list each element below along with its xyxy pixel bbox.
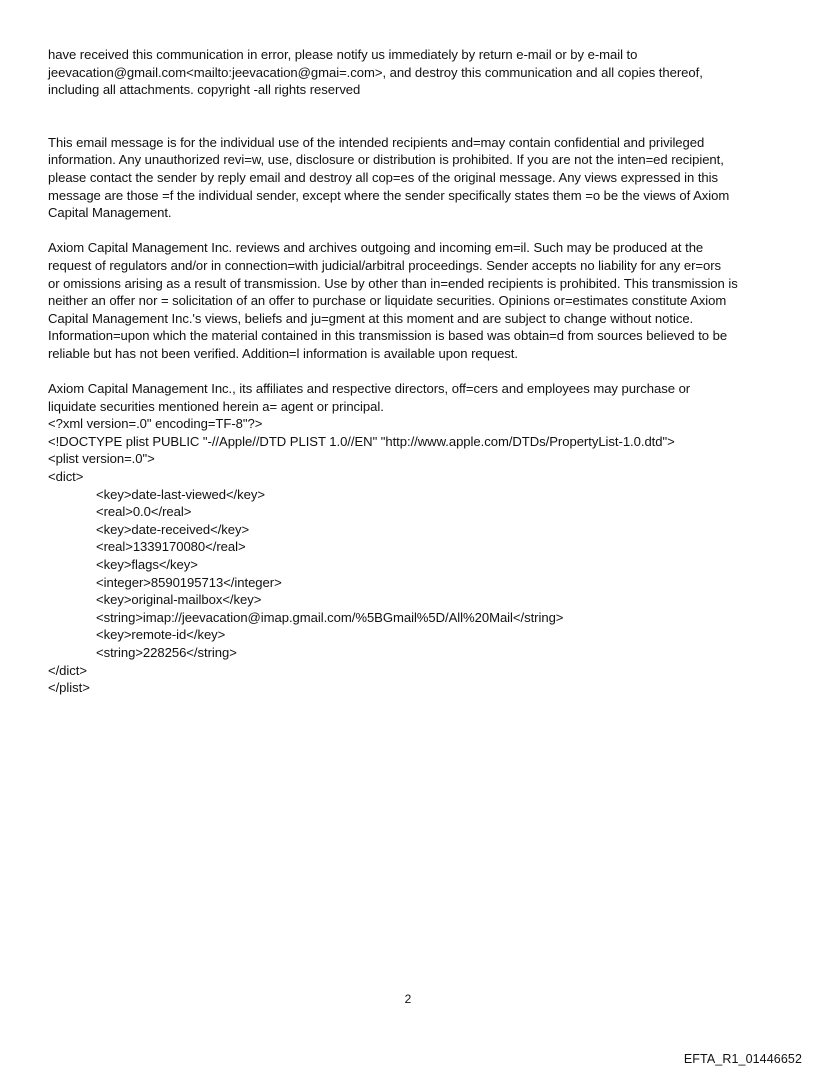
paragraph-spacer: [48, 363, 768, 381]
text-line: reliable but has not been verified. Addition=l information is available upon request.: [48, 345, 518, 361]
xml-dict-line: <key>flags</key>: [96, 557, 198, 573]
paragraph-archive-notice: [48, 239, 768, 362]
xml-dict-line: <key>original-mailbox</key>: [96, 592, 262, 608]
text-line: request of regulators and/or in connection=with judicial/arbitral proceedings. Sender accepts no liability for any er=ors: [48, 257, 722, 273]
xml-footer-line: </dict>: [48, 662, 87, 678]
xml-footer-line: </plist>: [48, 680, 90, 696]
text-line: Capital Management Inc.'s views, beliefs and ju=gment at this moment and are subject to change without notice.: [48, 310, 694, 326]
text-line: Axiom Capital Management Inc. reviews and archives outgoing and incoming em=il. Such may be produced at the: [48, 240, 704, 256]
text-line: This email message is for the individual use of the intended recipients and=may contain confidential and privileged: [48, 134, 705, 150]
xml-dict-line: <key>remote-id</key>: [96, 627, 226, 643]
text-line: Axiom Capital Management Inc., its affiliates and respective directors, off=cers and employees may purchase or: [48, 381, 691, 397]
xml-dict-line: <key>date-received</key>: [96, 521, 250, 537]
document-page: [48, 46, 768, 697]
text-line: Capital Management.: [48, 205, 172, 221]
text-line: message are those =f the individual sender, except where the sender specifically states them =o be the views of Axiom: [48, 187, 730, 203]
text-line: neither an offer nor = solicitation of an offer to purchase or liquidate securities. Opinions or=estimates constitute Axiom: [48, 293, 727, 309]
paragraph-spacer: [48, 222, 768, 240]
xml-header-line: <dict>: [48, 469, 84, 485]
text-line: including all attachments. copyright -all rights reserved: [48, 82, 361, 98]
xml-header-line: <?xml version=.0" encoding=TF-8"?>: [48, 416, 263, 432]
paragraph-confidentiality-notice: [48, 46, 768, 99]
xml-dict-line: <integer>8590195713</integer>: [96, 574, 282, 590]
text-line: jeevacation@gmail.com<mailto:jeevacation@gmai=.com>, and destroy this communication and all copies thereof,: [48, 64, 703, 80]
text-line: please contact the sender by reply email and destroy all cop=es of the original message. Any views expressed in this: [48, 169, 718, 185]
xml-dict-line: <real>1339170080</real>: [96, 539, 246, 555]
paragraph-spacer: [48, 99, 768, 134]
text-line: or omissions arising as a result of transmission. Use by other than in=ended recipients is prohibited. This transmission is: [48, 275, 738, 291]
page-number: 2: [404, 992, 412, 1006]
text-line: information. Any unauthorized revi=w, use, disclosure or distribution is prohibited. If you are not the inten=ed recipient,: [48, 152, 724, 168]
xml-dict-line: <real>0.0</real>: [96, 504, 192, 520]
text-line: have received this communication in error, please notify us immediately by return e-mail or by e-mail to: [48, 47, 638, 62]
xml-dict-line: <string>imap://jeevacation@imap.gmail.com/%5BGmail%5D/All%20Mail</string>: [96, 609, 564, 625]
xml-dict-line: <string>228256</string>: [96, 645, 237, 660]
xml-dict-line: <key>date-last-viewed</key>: [96, 486, 265, 502]
paragraph-email-disclaimer: [48, 134, 768, 222]
xml-plist-block: [48, 415, 768, 697]
paragraph-affiliates-notice: [48, 380, 768, 415]
document-id-stamp: EFTA_R1_01446652: [683, 1052, 802, 1066]
text-line: liquidate securities mentioned herein a= agent or principal.: [48, 398, 384, 414]
xml-header-line: <plist version=.0">: [48, 451, 155, 467]
text-line: Information=upon which the material contained in this transmission is based was obtain=d from sources believed to be: [48, 328, 728, 344]
xml-header-line: <!DOCTYPE plist PUBLIC "-//Apple//DTD PLIST 1.0//EN" "http://www.apple.com/DTDs/PropertyList-1.0.dtd">: [48, 433, 675, 449]
